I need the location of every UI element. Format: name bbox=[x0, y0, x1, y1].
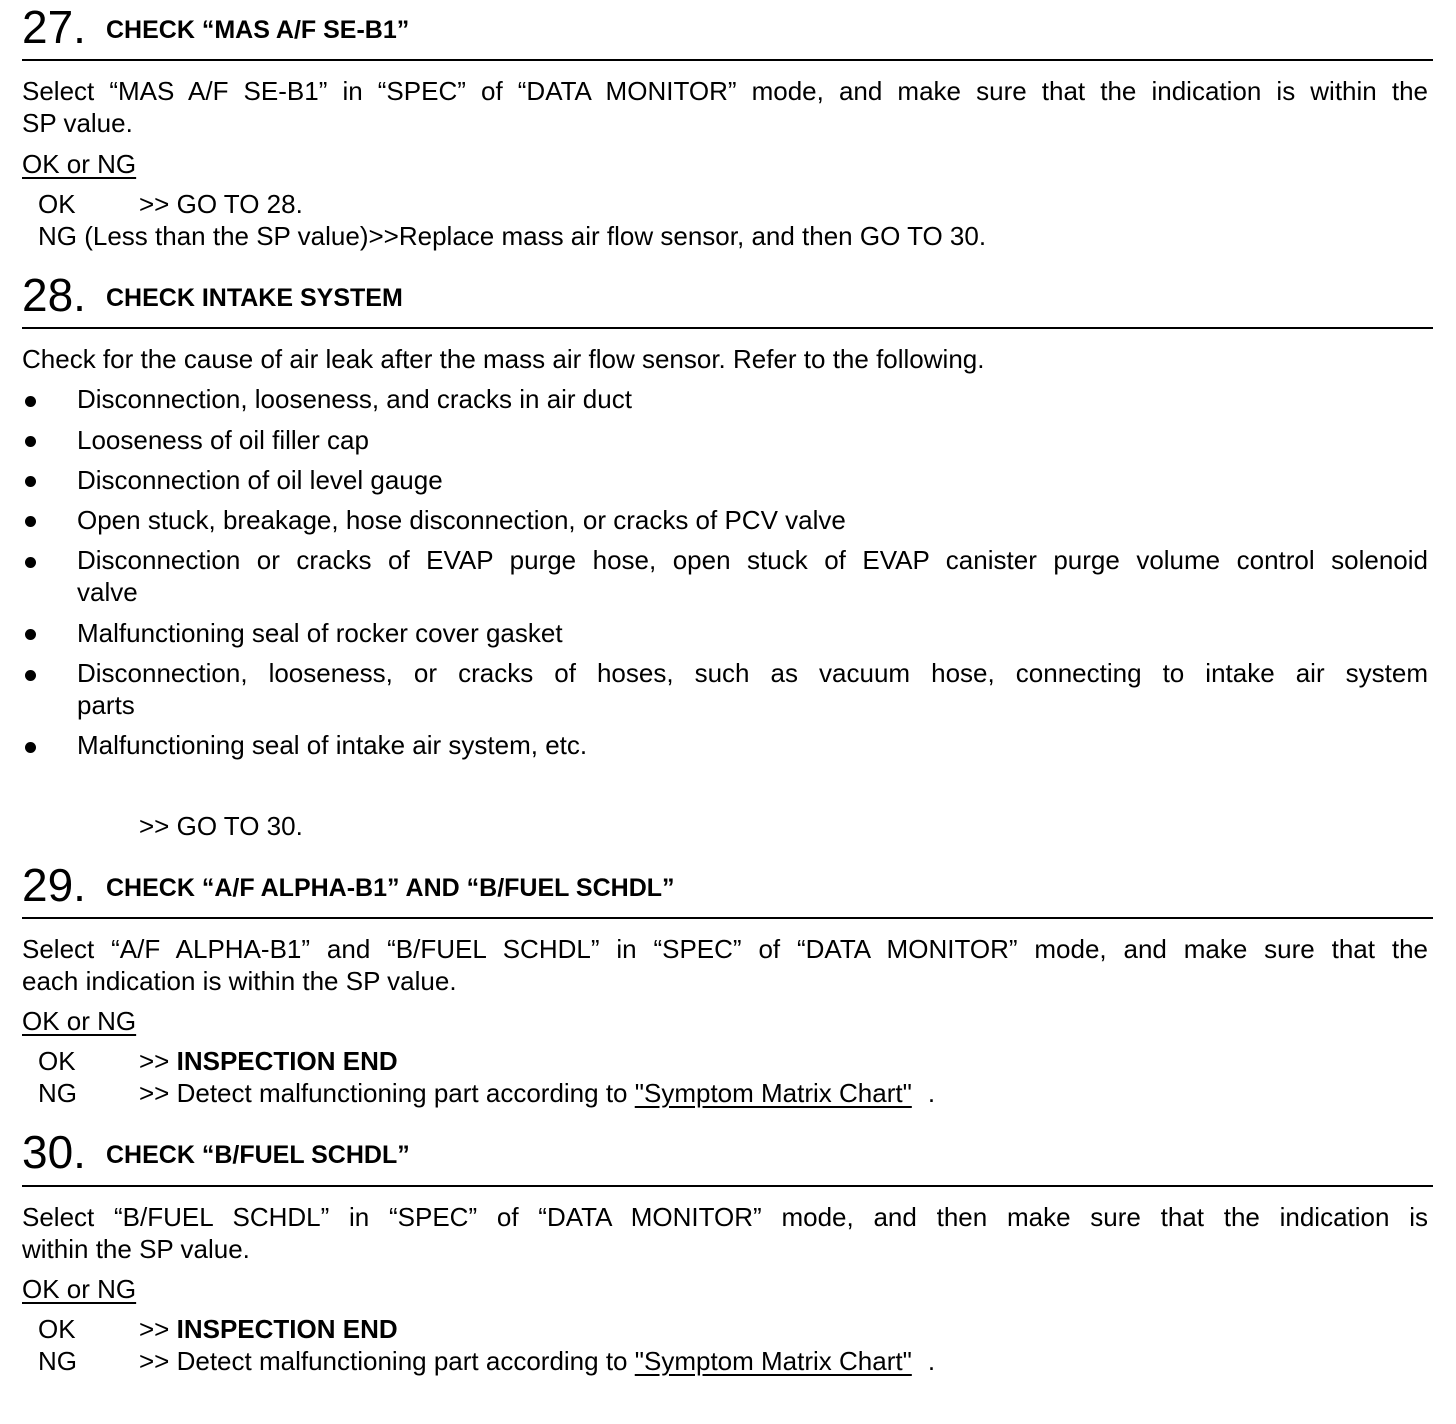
bullet-item: Disconnection, looseness, and cracks in air duct bbox=[77, 384, 632, 414]
step-29-ok-row bbox=[139, 1045, 398, 1077]
step-29-ok-label: OK bbox=[38, 1046, 76, 1076]
step-27-ng-action: >>Replace mass air flow sensor, and then GO TO 30. bbox=[368, 221, 987, 251]
bullet-dot bbox=[25, 476, 36, 487]
step-29-divider bbox=[22, 917, 1433, 919]
bullet-item: Looseness of oil filler cap bbox=[77, 425, 369, 455]
step-29-ng-label: NG bbox=[38, 1078, 77, 1108]
bullet-item: Disconnection or cracks of EVAP purge hose, open stuck of EVAP canister purge volume control solenoid bbox=[77, 545, 1428, 575]
step-29-desc-line-1: Select “A/F ALPHA-B1” and “B/FUEL SCHDL” in “SPEC” of “DATA MONITOR” mode, and make sure that the bbox=[22, 934, 1428, 964]
symptom-matrix-chart-link[interactable]: "Symptom Matrix Chart" bbox=[634, 1078, 912, 1108]
bullet-item: Malfunctioning seal of rocker cover gasket bbox=[77, 618, 563, 648]
step-29-number: 29. bbox=[22, 859, 86, 911]
bullet-dot bbox=[25, 629, 36, 640]
step-29-ng-end: . bbox=[927, 1078, 936, 1108]
step-27-desc-line-2: SP value. bbox=[22, 108, 133, 138]
step-30-ok-arrow: >> bbox=[139, 1314, 170, 1344]
step-29-ok-action: INSPECTION END bbox=[176, 1046, 398, 1076]
step-29-ng-action: >> Detect malfunctioning part according to bbox=[139, 1078, 628, 1108]
bullet-item: Disconnection, looseness, or cracks of hoses, such as vacuum hose, connecting to intake air system bbox=[77, 658, 1428, 688]
bullet-item-cont: valve bbox=[77, 577, 138, 607]
step-27-result-heading: OK or NG bbox=[22, 149, 137, 179]
step-27-ng-label: NG (Less than the SP value) bbox=[38, 221, 369, 251]
step-27-ng-row bbox=[38, 220, 986, 252]
step-30-desc-line-1: Select “B/FUEL SCHDL” in “SPEC” of “DATA MONITOR” mode, and then make sure that the indication is bbox=[22, 1202, 1428, 1232]
bullet-dot bbox=[25, 436, 36, 447]
step-28-number: 28. bbox=[22, 269, 86, 321]
step-30-desc-line-2: within the SP value. bbox=[22, 1234, 250, 1264]
step-29-result-heading: OK or NG bbox=[22, 1006, 137, 1036]
bullet-dot bbox=[25, 742, 36, 753]
bullet-dot bbox=[25, 557, 36, 568]
step-29-desc-line-2: each indication is within the SP value. bbox=[22, 966, 457, 996]
step-27-ok-label: OK bbox=[38, 189, 76, 219]
step-28-title: CHECK INTAKE SYSTEM bbox=[106, 284, 403, 312]
step-29-ng-row bbox=[139, 1077, 935, 1109]
bullet-dot bbox=[25, 396, 36, 407]
step-30-ok-row bbox=[139, 1313, 398, 1345]
step-27-desc-line-1: Select “MAS A/F SE-B1” in “SPEC” of “DATA MONITOR” mode, and make sure that the indication is within the bbox=[22, 76, 1428, 106]
step-28-desc: Check for the cause of air leak after the mass air flow sensor. Refer to the following. bbox=[22, 344, 985, 374]
bullet-item: Open stuck, breakage, hose disconnection, or cracks of PCV valve bbox=[77, 505, 846, 535]
bullet-item: Disconnection of oil level gauge bbox=[77, 465, 443, 495]
step-30-ng-row bbox=[139, 1345, 935, 1377]
step-30-number: 30. bbox=[22, 1126, 86, 1178]
step-30-ng-label: NG bbox=[38, 1346, 77, 1376]
step-28-divider bbox=[22, 327, 1433, 329]
bullet-item-cont: parts bbox=[77, 690, 135, 720]
step-29-title: CHECK “A/F ALPHA-B1” AND “B/FUEL SCHDL” bbox=[106, 874, 675, 902]
step-30-title: CHECK “B/FUEL SCHDL” bbox=[106, 1141, 410, 1169]
step-27-title: CHECK “MAS A/F SE-B1” bbox=[106, 16, 410, 44]
step-30-result-heading: OK or NG bbox=[22, 1274, 137, 1304]
bullet-item: Malfunctioning seal of intake air system, etc. bbox=[77, 730, 588, 760]
step-27-divider bbox=[22, 59, 1433, 61]
step-28-goto: >> GO TO 30. bbox=[139, 811, 303, 841]
symptom-matrix-chart-link[interactable]: "Symptom Matrix Chart" bbox=[634, 1346, 912, 1376]
step-30-ng-end: . bbox=[927, 1346, 936, 1376]
step-27-number: 27. bbox=[22, 1, 86, 53]
bullet-dot bbox=[25, 670, 36, 681]
step-27-ok-action: >> GO TO 28. bbox=[139, 189, 303, 219]
step-30-ok-label: OK bbox=[38, 1314, 76, 1344]
step-30-ng-action: >> Detect malfunctioning part according to bbox=[139, 1346, 628, 1376]
step-29-ok-arrow: >> bbox=[139, 1046, 170, 1076]
step-30-ok-action: INSPECTION END bbox=[176, 1314, 398, 1344]
bullet-dot bbox=[25, 516, 36, 527]
step-30-divider bbox=[22, 1185, 1433, 1187]
